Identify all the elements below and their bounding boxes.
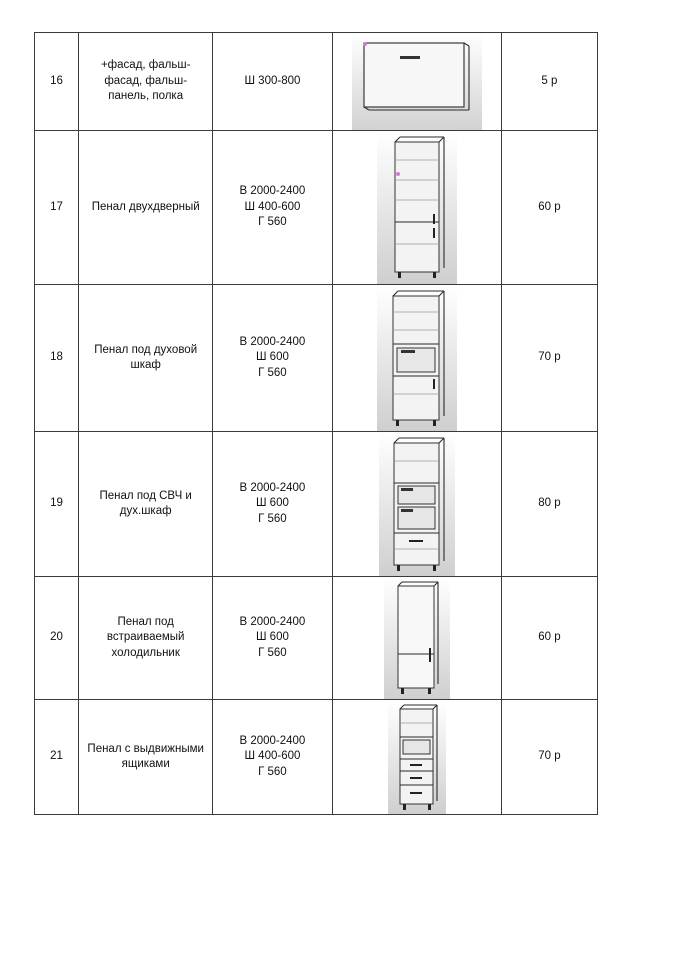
oven-tall-cabinet-image (377, 286, 457, 431)
item-image-cell (332, 577, 501, 700)
size-line: Г 560 (258, 765, 287, 778)
item-name: +фасад, фальш-фасад, фальш-панель, полка (79, 33, 213, 131)
microwave-oven-tall-cabinet-image (379, 433, 455, 576)
size-line: Ш 400-600 (244, 750, 301, 763)
price-table (34, 32, 598, 815)
size-line: Ш 600 (255, 497, 289, 510)
item-price: 60 р (501, 131, 597, 285)
row-number: 19 (35, 432, 79, 577)
size-line: В 2000-2400 (239, 335, 306, 348)
item-size (213, 432, 332, 577)
item-name: Пенал с выдвижными ящиками (79, 700, 213, 815)
item-price: 80 р (501, 432, 597, 577)
item-name: Пенал под встраиваемый холодильник (79, 577, 213, 700)
item-image-cell (332, 131, 501, 285)
size-line: В 2000-2400 (239, 734, 306, 747)
item-price: 70 р (501, 700, 597, 815)
item-size (213, 131, 332, 285)
facade-panel-image (352, 33, 482, 130)
size-line: Ш 300-800 (244, 74, 301, 87)
item-name: Пенал под духовой шкаф (79, 285, 213, 432)
table-row (35, 131, 598, 285)
table-row (35, 577, 598, 700)
size-line: В 2000-2400 (239, 185, 306, 198)
item-image-cell (332, 700, 501, 815)
item-name: Пенал двухдверный (79, 131, 213, 285)
row-number: 21 (35, 700, 79, 815)
table-row (35, 33, 598, 131)
row-number: 16 (35, 33, 79, 131)
table-row (35, 432, 598, 577)
item-image-cell (332, 285, 501, 432)
item-image-cell (332, 33, 501, 131)
row-number: 17 (35, 131, 79, 285)
size-line: Ш 600 (255, 351, 289, 364)
item-size (213, 285, 332, 432)
row-number: 18 (35, 285, 79, 432)
item-size (213, 577, 332, 700)
item-image-cell (332, 432, 501, 577)
size-line: Г 560 (258, 216, 287, 229)
item-price: 60 р (501, 577, 597, 700)
item-price: 70 р (501, 285, 597, 432)
table-row (35, 700, 598, 815)
item-price: 5 р (501, 33, 597, 131)
size-line: Ш 600 (255, 631, 289, 644)
size-line: В 2000-2400 (239, 615, 306, 628)
item-size (213, 33, 332, 131)
item-size (213, 700, 332, 815)
drawers-tall-cabinet-image (388, 701, 446, 814)
size-line: Г 560 (258, 512, 287, 525)
size-line: Г 560 (258, 366, 287, 379)
size-line: Ш 400-600 (244, 200, 301, 213)
table-row (35, 285, 598, 432)
size-line: В 2000-2400 (239, 481, 306, 494)
size-line: Г 560 (258, 646, 287, 659)
row-number: 20 (35, 577, 79, 700)
item-name: Пенал под СВЧ и дух.шкаф (79, 432, 213, 577)
two-door-tall-cabinet-image (377, 132, 457, 284)
fridge-tall-cabinet-image (384, 578, 450, 699)
